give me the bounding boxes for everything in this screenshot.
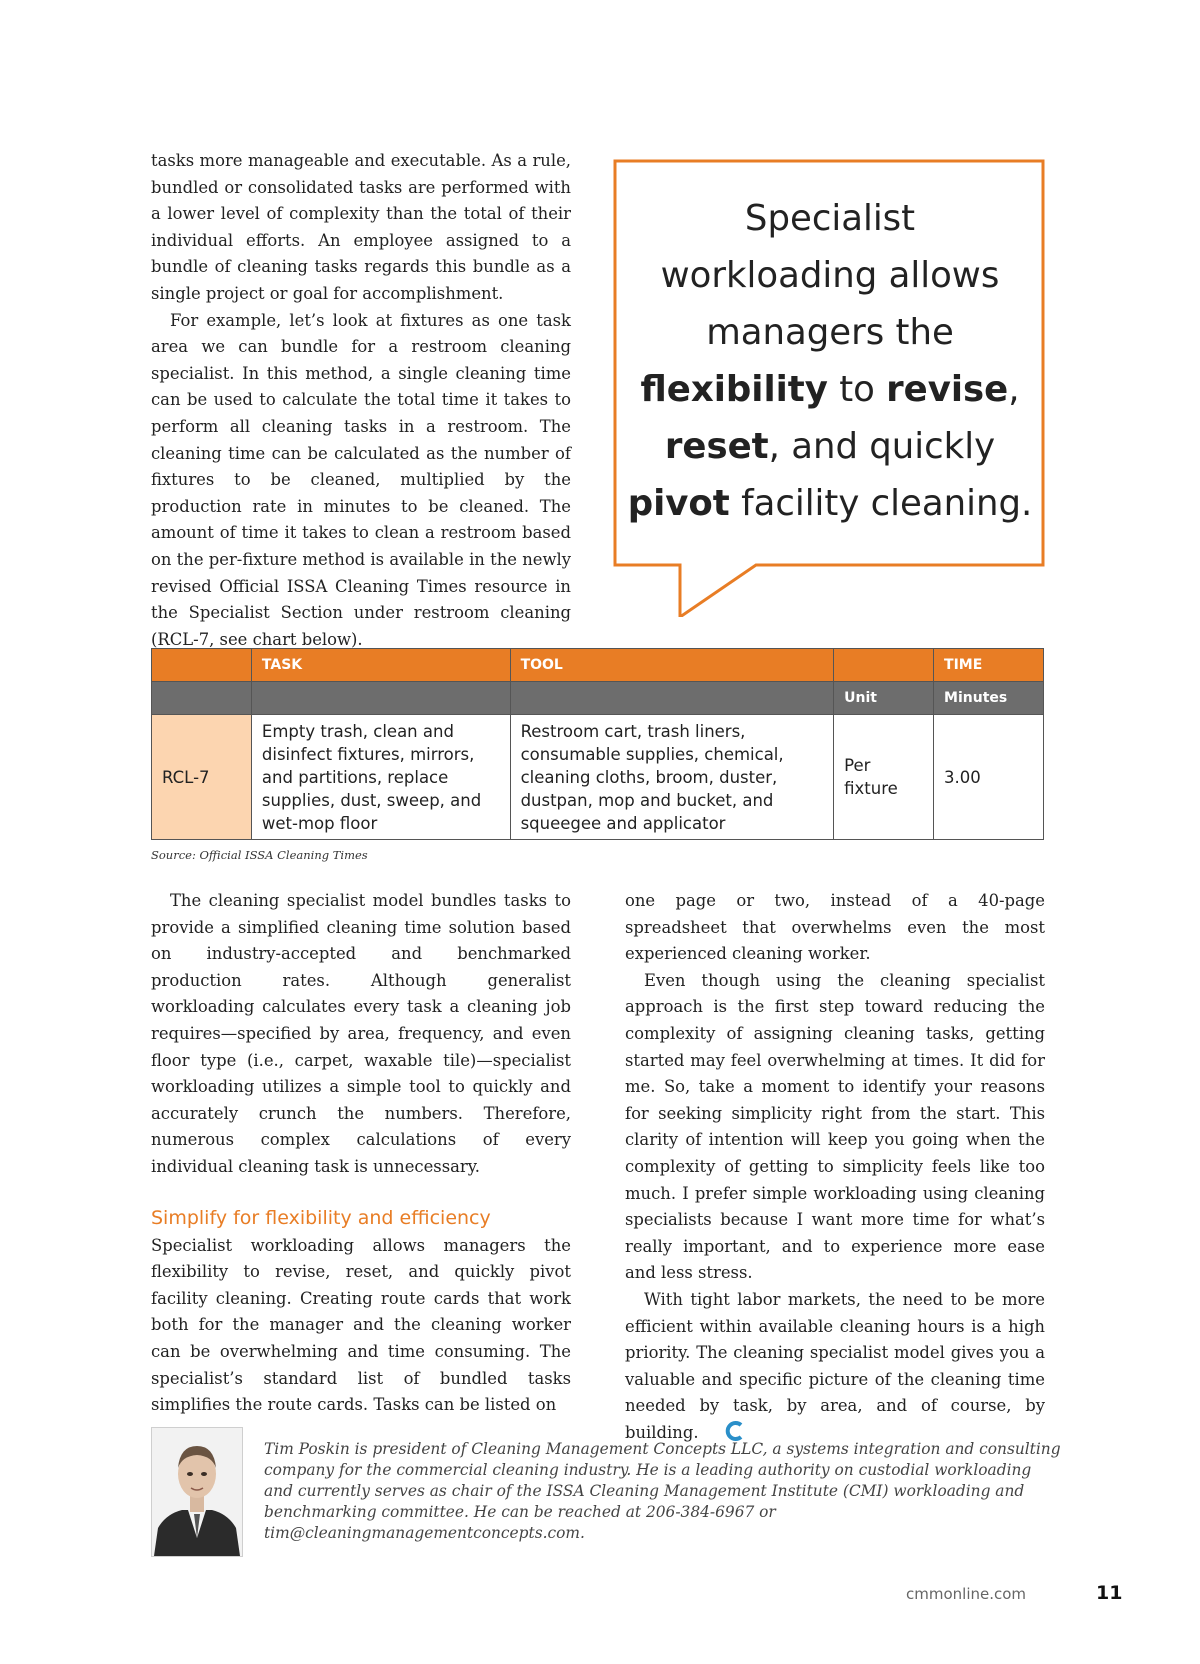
- callout-emphasis: pivot: [627, 483, 730, 524]
- callout-word: , and quickly: [768, 426, 996, 467]
- paragraph: The cleaning specialist model bundles tasks to provide a simplified cleaning time solution based on industry-accepted and benchmarked production rates. Although generalist workloading calculates every task a cleaning job requires—specified by area, frequency, and even floor type (i.e., carpet, waxable tile)—specialist workloading utilizes a simple tool to quickly and accurately crunch the numbers. Therefore, numerous complex calculations of every individual cleaning task is unnecessary.: [151, 891, 571, 1176]
- paragraph: Even though using the cleaning specialist approach is the first step toward reducing the complexity of assigning cleaning tasks, getting started may feel overwhelming at times. It did for me. So, take a moment to identify your reasons for seeking simplicity right from the start. This clarity of intention will keep you going when the complexity of getting to simplicity feels like too much. I prefer simple workloading using cleaning specialists because I want more time for what’s really important, and to experience more ease and less stress.: [625, 970, 1045, 1283]
- table-cell-code: RCL-7: [152, 715, 252, 840]
- table-subheader-cell: [251, 682, 510, 715]
- table-row: [152, 715, 1044, 840]
- table-header-cell: [834, 649, 934, 682]
- cleaning-times-table: [151, 648, 1044, 840]
- paragraph-text: With tight labor markets, the need to be more efficient within available cleaning hours is a high priority. The cleaning specialist model gives you a valuable and specific picture of the cleaning time needed by task, by area, and of course, by building.: [625, 1289, 1045, 1442]
- callout-word: facility cleaning.: [729, 483, 1033, 524]
- table-header-tool: TOOL: [510, 649, 834, 682]
- article-column-bottom-left: [151, 888, 571, 1419]
- table-subheader-row: [152, 682, 1044, 715]
- article-column-bottom-right: [625, 888, 1045, 1450]
- table-cell-task: Empty trash, clean and disinfect fixtures, mirrors, and partitions, replace supplies, dust, sweep, and wet-mop floor: [251, 715, 510, 840]
- table-subheader-minutes: Minutes: [934, 682, 1044, 715]
- table-subheader-cell: [510, 682, 834, 715]
- callout-word: to: [827, 369, 887, 410]
- callout-line: [620, 418, 1040, 475]
- paragraph: Specialist workloading allows managers the flexibility to revise, reset, and quickly pivot facility cleaning. Creating route cards that work both for the manager and the cleaning worker can be overwhelming and time consuming. The specialist’s standard list of bundled tasks simplifies the route cards. Tasks can be listed on: [151, 1235, 571, 1415]
- paragraph: [625, 1287, 1045, 1451]
- footer-website: cmmonline.com: [906, 1585, 1027, 1603]
- article-column-top-left: [151, 148, 571, 653]
- table-header-time: TIME: [934, 649, 1044, 682]
- callout-line: [620, 475, 1040, 532]
- callout-emphasis: reset: [664, 426, 769, 467]
- paragraph: tasks more manageable and executable. As a rule, bundled or consolidated tasks are performed with a lower level of complexity than the total of their individual efforts. An employee assigned to a bundle of cleaning tasks regards this bundle as a single project or goal for accomplishment.: [151, 151, 571, 303]
- callout-line: workloading allows: [660, 255, 1000, 296]
- callout-word: ,: [1008, 369, 1020, 410]
- author-bio: Tim Poskin is president of Cleaning Management Concepts LLC, a systems integration and consulting company for the commercial cleaning industry. He is a leading authority on custodial workloading and currently serves as chair of the ISSA Cleaning Management Institute (CMI) workloading and benchmarking committee. He can be reached at 206-384-6967 or tim@cleaningmanagementconcepts.com.: [264, 1440, 1061, 1542]
- callout-emphasis: flexibility: [640, 369, 828, 410]
- paragraph: For example, let’s look at fixtures as one task area we can bundle for a restroom cleaning specialist. In this method, a single cleaning time can be used to calculate the total time it takes to perform all cleaning tasks in a restroom. The cleaning time can be calculated as the number of fixtures to be cleaned, multiplied by the production rate in minutes to be cleaned. The amount of time it takes to clean a restroom based on the per-fixture method is available in the newly revised Official ISSA Cleaning Times resource in the Specialist Section under restroom cleaning (RCL-7, see chart below).: [151, 310, 571, 649]
- table-cell-unit: Per fixture: [834, 715, 934, 840]
- paragraph: one page or two, instead of a 40-page spreadsheet that overwhelms even the most experienced cleaning worker.: [625, 891, 1045, 964]
- table-source-note: Source: Official ISSA Cleaning Times: [151, 848, 368, 862]
- page-number: 11: [1096, 1582, 1123, 1604]
- table-subheader-unit: Unit: [834, 682, 934, 715]
- table-header-task: TASK: [251, 649, 510, 682]
- table-header-row: [152, 649, 1044, 682]
- table-header-cell: [152, 649, 252, 682]
- table-subheader-cell: [152, 682, 252, 715]
- callout-quote: [620, 190, 1040, 532]
- callout-line: [620, 361, 1040, 418]
- callout-line: Specialist: [744, 198, 916, 239]
- author-photo: [151, 1427, 243, 1557]
- callout-emphasis: revise: [886, 369, 1009, 410]
- callout-line: managers the: [706, 312, 954, 353]
- table-cell-minutes: 3.00: [934, 715, 1044, 840]
- section-subhead: Simplify for flexibility and efficiency: [151, 1206, 491, 1229]
- table-cell-tool: Restroom cart, trash liners, consumable supplies, chemical, cleaning cloths, broom, duster, dustpan, mop and bucket, and squeegee and applicator: [510, 715, 834, 840]
